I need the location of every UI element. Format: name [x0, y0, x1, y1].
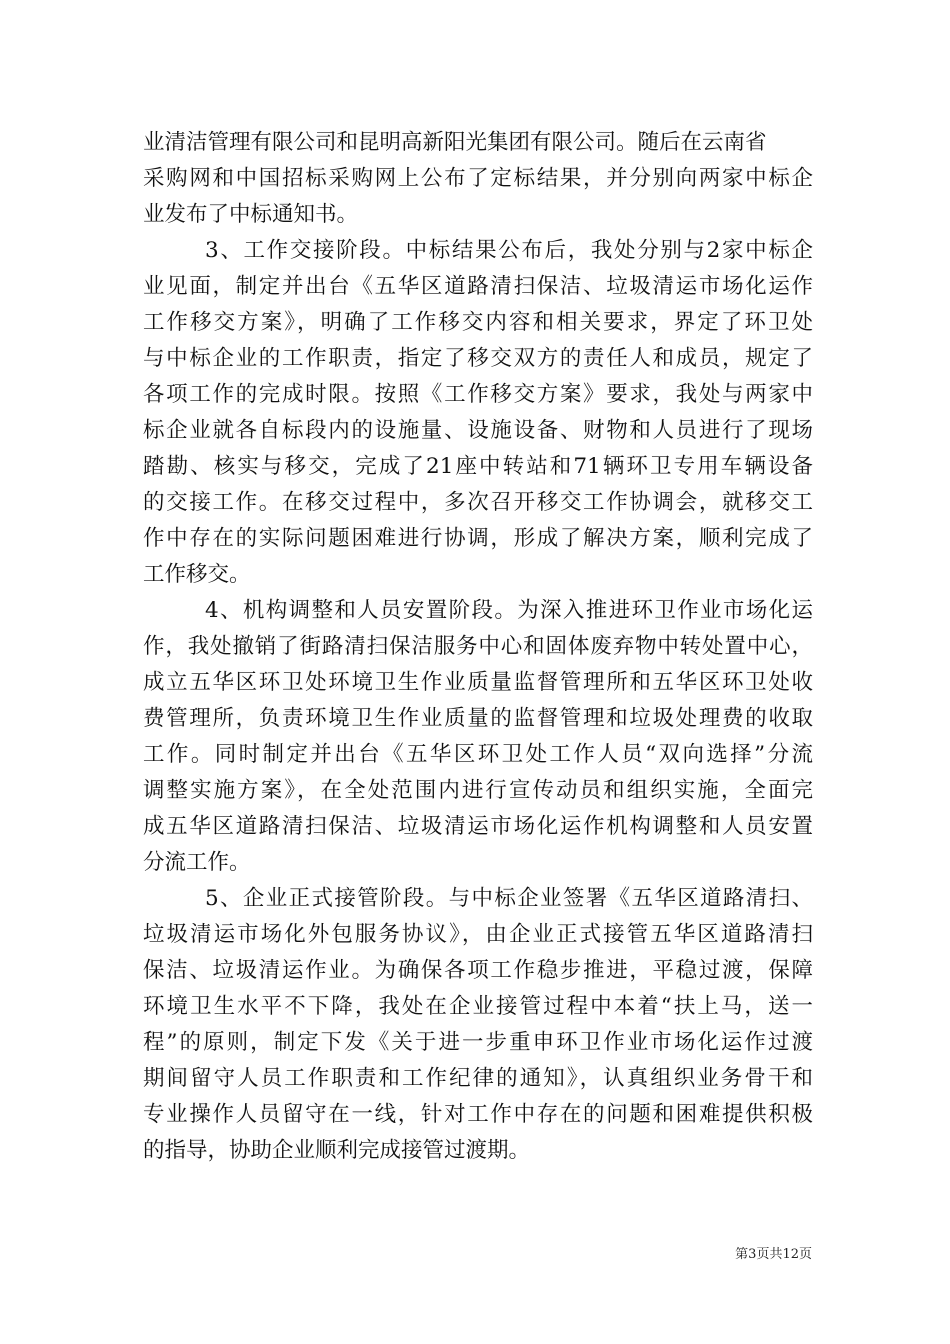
- text-line: 作中存在的实际问题困难进行协调，形成了解决方案，顺利完成了: [143, 526, 813, 551]
- text-line: 的指导，协助企业顺利完成接管过渡期。: [143, 1138, 531, 1163]
- text-line: 踏勘、核实与移交，完成了21座中转站和71辆环卫专用车辆设备: [143, 454, 813, 479]
- text-line: 环境卫生水平不下降，我处在企业接管过程中本着“扶上马，送一: [143, 994, 813, 1019]
- text-line: 期间留守人员工作职责和工作纪律的通知》，认真组织业务骨干和: [143, 1066, 813, 1091]
- text-line: 标企业就各自标段内的设施量、设施设备、财物和人员进行了现场: [143, 418, 813, 443]
- text-line: 工作移交方案》，明确了工作移交内容和相关要求，界定了环卫处: [143, 310, 813, 335]
- paragraph-first-line: 3、工作交接阶段。中标结果公布后，我处分别与2家中标企: [205, 238, 813, 263]
- text-line: 保洁、垃圾清运作业。为确保各项工作稳步推进，平稳过渡，保障: [143, 958, 813, 983]
- text-line: 程”的原则，制定下发《关于进一步重申环卫作业市场化运作过渡: [143, 1030, 813, 1055]
- text-line: 工作。同时制定并出台《五华区环卫处工作人员“双向选择”分流: [143, 742, 813, 767]
- text-line: 调整实施方案》，在全处范围内进行宣传动员和组织实施，全面完: [143, 778, 813, 803]
- text-line: 成立五华区环卫处环境卫生作业质量监督管理所和五华区环卫处收: [143, 670, 813, 695]
- text-line: 各项工作的完成时限。按照《工作移交方案》要求，我处与两家中: [143, 382, 813, 407]
- text-line: 费管理所，负责环境卫生作业质量的监督管理和垃圾处理费的收取: [143, 706, 813, 731]
- page-number: 第3页共12页: [735, 1247, 812, 1262]
- text-line: 业见面，制定并出台《五华区道路清扫保洁、垃圾清运市场化运作: [143, 274, 813, 299]
- text-line: 的交接工作。在移交过程中，多次召开移交工作协调会，就移交工: [143, 490, 813, 515]
- paragraph-first-line: 5、企业正式接管阶段。与中标企业签署《五华区道路清扫、: [205, 886, 813, 911]
- text-line: 与中标企业的工作职责，指定了移交双方的责任人和成员，规定了: [143, 346, 813, 371]
- text-line: 采购网和中国招标采购网上公布了定标结果，并分别向两家中标企: [143, 166, 813, 191]
- text-line: 垃圾清运市场化外包服务协议》，由企业正式接管五华区道路清扫: [143, 922, 813, 947]
- text-line: 业发布了中标通知书。: [143, 202, 359, 227]
- text-line: 作，我处撤销了街路清扫保洁服务中心和固体废弃物中转处置中心，: [143, 634, 813, 659]
- paragraph-first-line: 4、机构调整和人员安置阶段。为深入推进环卫作业市场化运: [205, 598, 813, 623]
- text-line: 分流工作。: [143, 850, 251, 875]
- text-line: 专业操作人员留守在一线，针对工作中存在的问题和困难提供积极: [143, 1102, 813, 1127]
- text-line: 工作移交。: [143, 562, 251, 587]
- text-line: 成五华区道路清扫保洁、垃圾清运市场化运作机构调整和人员安置: [143, 814, 813, 839]
- text-line: 业清洁管理有限公司和昆明高新阳光集团有限公司。随后在云南省: [143, 130, 767, 155]
